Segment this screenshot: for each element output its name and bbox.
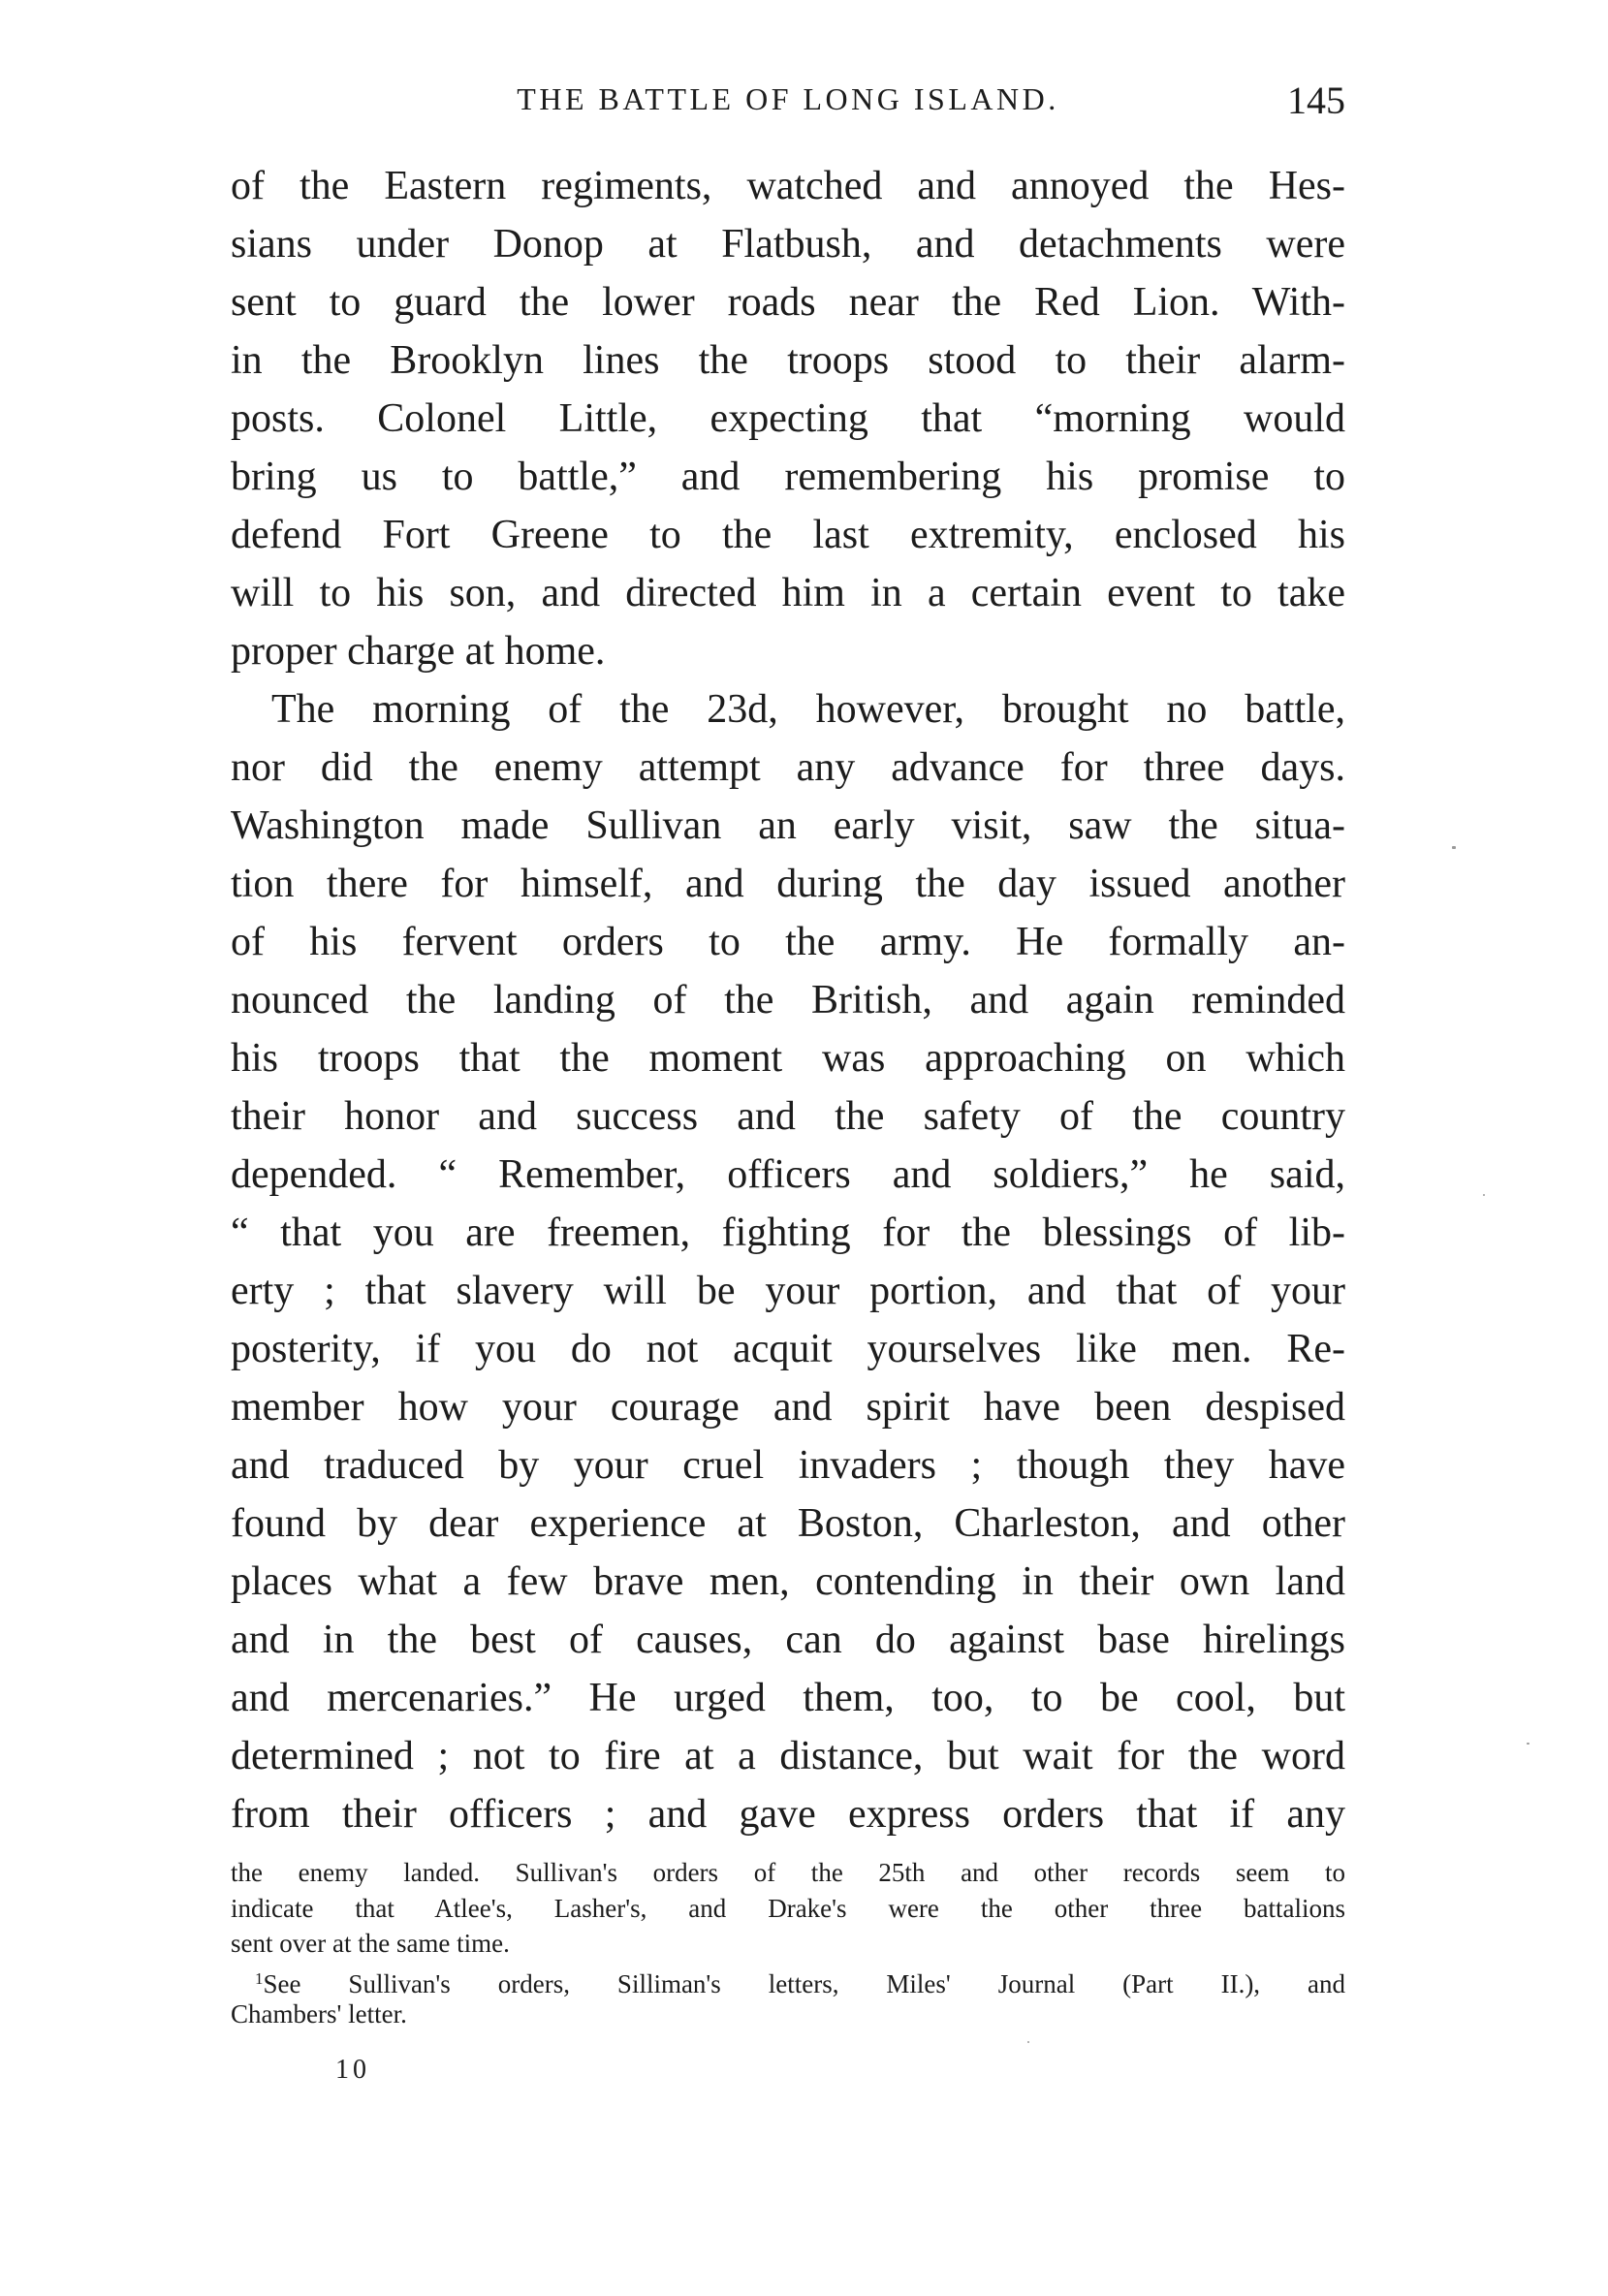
text-line: erty ; that slavery will be your portion, and that of your: [231, 1269, 1345, 1313]
signature-mark: 10: [335, 2055, 370, 2085]
text-line: will to his son, and directed him in a certain event to take: [231, 571, 1345, 615]
text-line: posts. Colonel Little, expecting that “morning would: [231, 396, 1345, 441]
text-line: of his fervent orders to the army. He formally an-: [231, 920, 1345, 964]
text-line: places what a few brave men, contending in their own land: [231, 1559, 1345, 1604]
text-line: determined ; not to fire at a distance, but wait for the word: [231, 1734, 1345, 1778]
text-line: proper charge at home.: [231, 629, 606, 674]
footnote-line: indicate that Atlee's, Lasher's, and Drake's were the other three battalions: [231, 1893, 1345, 1923]
text-line: “ that you are freemen, fighting for the blessings of lib-: [231, 1211, 1345, 1255]
text-line: defend Fort Greene to the last extremity, enclosed his: [231, 513, 1345, 557]
text-line: and mercenaries.” He urged them, too, to be cool, but: [231, 1676, 1345, 1720]
text-line: and in the best of causes, can do against base hirelings: [231, 1618, 1345, 1662]
footnote-line: sent over at the same time.: [231, 1929, 510, 1958]
scan-speck: [1483, 1194, 1485, 1196]
text-line: Washington made Sullivan an early visit, saw the situa-: [231, 803, 1345, 848]
footnote-marker: 1: [255, 1968, 264, 1988]
text-line: his troops that the moment was approaching on which: [231, 1036, 1345, 1081]
text-line: posterity, if you do not acquit yourselves like men. Re-: [231, 1327, 1345, 1371]
text-line: sians under Donop at Flatbush, and detachments were: [231, 222, 1345, 267]
running-title: THE BATTLE OF LONG ISLAND.: [517, 81, 1059, 116]
footnote-1: [231, 1962, 1345, 1997]
text-line: member how your courage and spirit have been despised: [231, 1385, 1345, 1430]
text-line: and traduced by your cruel invaders ; though they have: [231, 1443, 1345, 1488]
footnote-1-text: See Sullivan's orders, Silliman's letters, Miles' Journal (Part II.), and: [263, 1968, 1345, 1998]
text-line: of the Eastern regiments, watched and annoyed the Hes-: [231, 164, 1345, 208]
footnote-line: Chambers' letter.: [231, 1999, 407, 2029]
paragraph-start-line: The morning of the 23d, however, brought no battle,: [271, 687, 1345, 732]
text-line: tion there for himself, and during the day issued another: [231, 862, 1345, 906]
footnotes: [231, 1855, 1345, 2032]
body-text: [231, 157, 1345, 1843]
scan-speck: [1452, 846, 1456, 849]
text-line: from their officers ; and gave express orders that if any: [231, 1792, 1345, 1837]
running-head: [231, 76, 1345, 134]
scan-speck: [1527, 1743, 1529, 1745]
text-line: their honor and success and the safety of the country: [231, 1094, 1345, 1139]
footnote-line: the enemy landed. Sullivan's orders of the 25th and other records seem to: [231, 1858, 1345, 1887]
text-line: found by dear experience at Boston, Charleston, and other: [231, 1501, 1345, 1546]
text-line: sent to guard the lower roads near the Red Lion. With-: [231, 280, 1345, 325]
text-line: nounced the landing of the British, and again reminded: [231, 978, 1345, 1022]
page-number: 145: [1287, 79, 1345, 122]
text-line: depended. “ Remember, officers and soldiers,” he said,: [231, 1152, 1345, 1197]
text-line: bring us to battle,” and remembering his promise to: [231, 455, 1345, 499]
text-line: in the Brooklyn lines the troops stood to their alarm-: [231, 338, 1345, 383]
scan-speck: [1027, 2041, 1029, 2043]
text-line: nor did the enemy attempt any advance for three days.: [231, 745, 1345, 790]
